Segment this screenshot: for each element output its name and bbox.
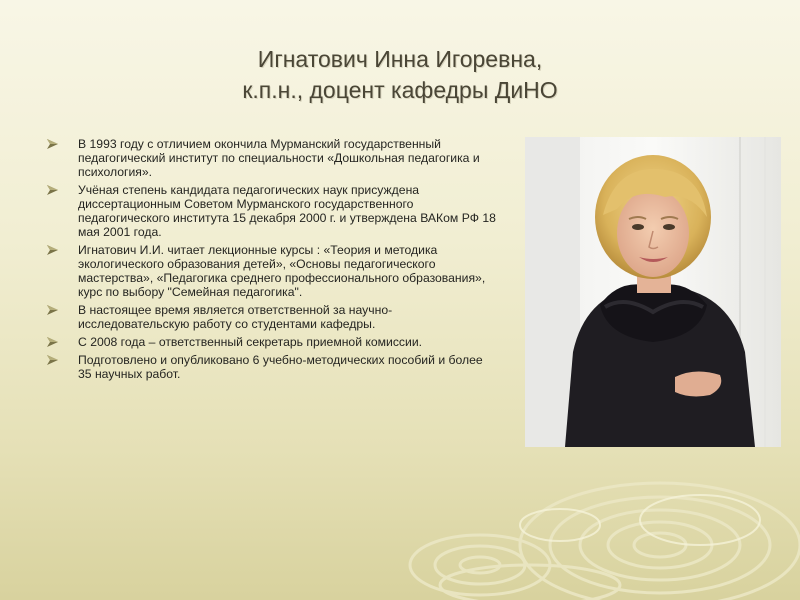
bullet-item-secretary <box>46 335 496 349</box>
bullet-item-education <box>46 137 496 179</box>
diamond-arrow-bullet-icon <box>46 137 60 151</box>
diamond-arrow-bullet-icon <box>46 243 60 257</box>
diamond-arrow-bullet-icon <box>46 183 60 197</box>
biography-bullet-list <box>46 137 496 385</box>
slide-title-line-position: к.п.н., доцент кафедры ДиНО <box>242 77 558 103</box>
bullet-text: Игнатович И.И. читает лекционные курсы : «Теория и методика экологического образования детей», «Основы педагогического мастерства», «Педагогика среднего профессионального образования», курс по выбору "Семейная педагогика". <box>78 243 486 299</box>
bullet-text: В 1993 году с отличием окончила Мурманский государственный педагогический институт по специальности «Дошкольная педагогика и психология». <box>78 137 480 179</box>
portrait-photo <box>525 137 781 447</box>
bullet-text: В настоящее время является ответственной за научно-исследовательскую работу со студентами кафедры. <box>78 303 393 331</box>
bullet-item-publications <box>46 353 496 381</box>
diamond-arrow-bullet-icon <box>46 335 60 349</box>
bullet-item-degree <box>46 183 496 239</box>
diamond-arrow-bullet-icon <box>46 353 60 367</box>
bullet-text: Учёная степень кандидата педагогических наук присуждена диссертационным Советом Мурманского государственного педагогического института 15 декабря 2000 г. и утверждена ВАКом РФ 18 мая 2001 года. <box>78 183 496 239</box>
slide-title-line-name: Игнатович Инна Игоревна, <box>257 46 543 72</box>
bullet-item-courses <box>46 243 496 299</box>
bullet-text: Подготовлено и опубликовано 6 учебно-методических пособий и более 35 научных работ. <box>78 353 483 381</box>
bullet-item-research <box>46 303 496 331</box>
bullet-text: С 2008 года – ответственный секретарь приемной комиссии. <box>78 335 423 349</box>
diamond-arrow-bullet-icon <box>46 303 60 317</box>
slide-title <box>150 44 650 106</box>
